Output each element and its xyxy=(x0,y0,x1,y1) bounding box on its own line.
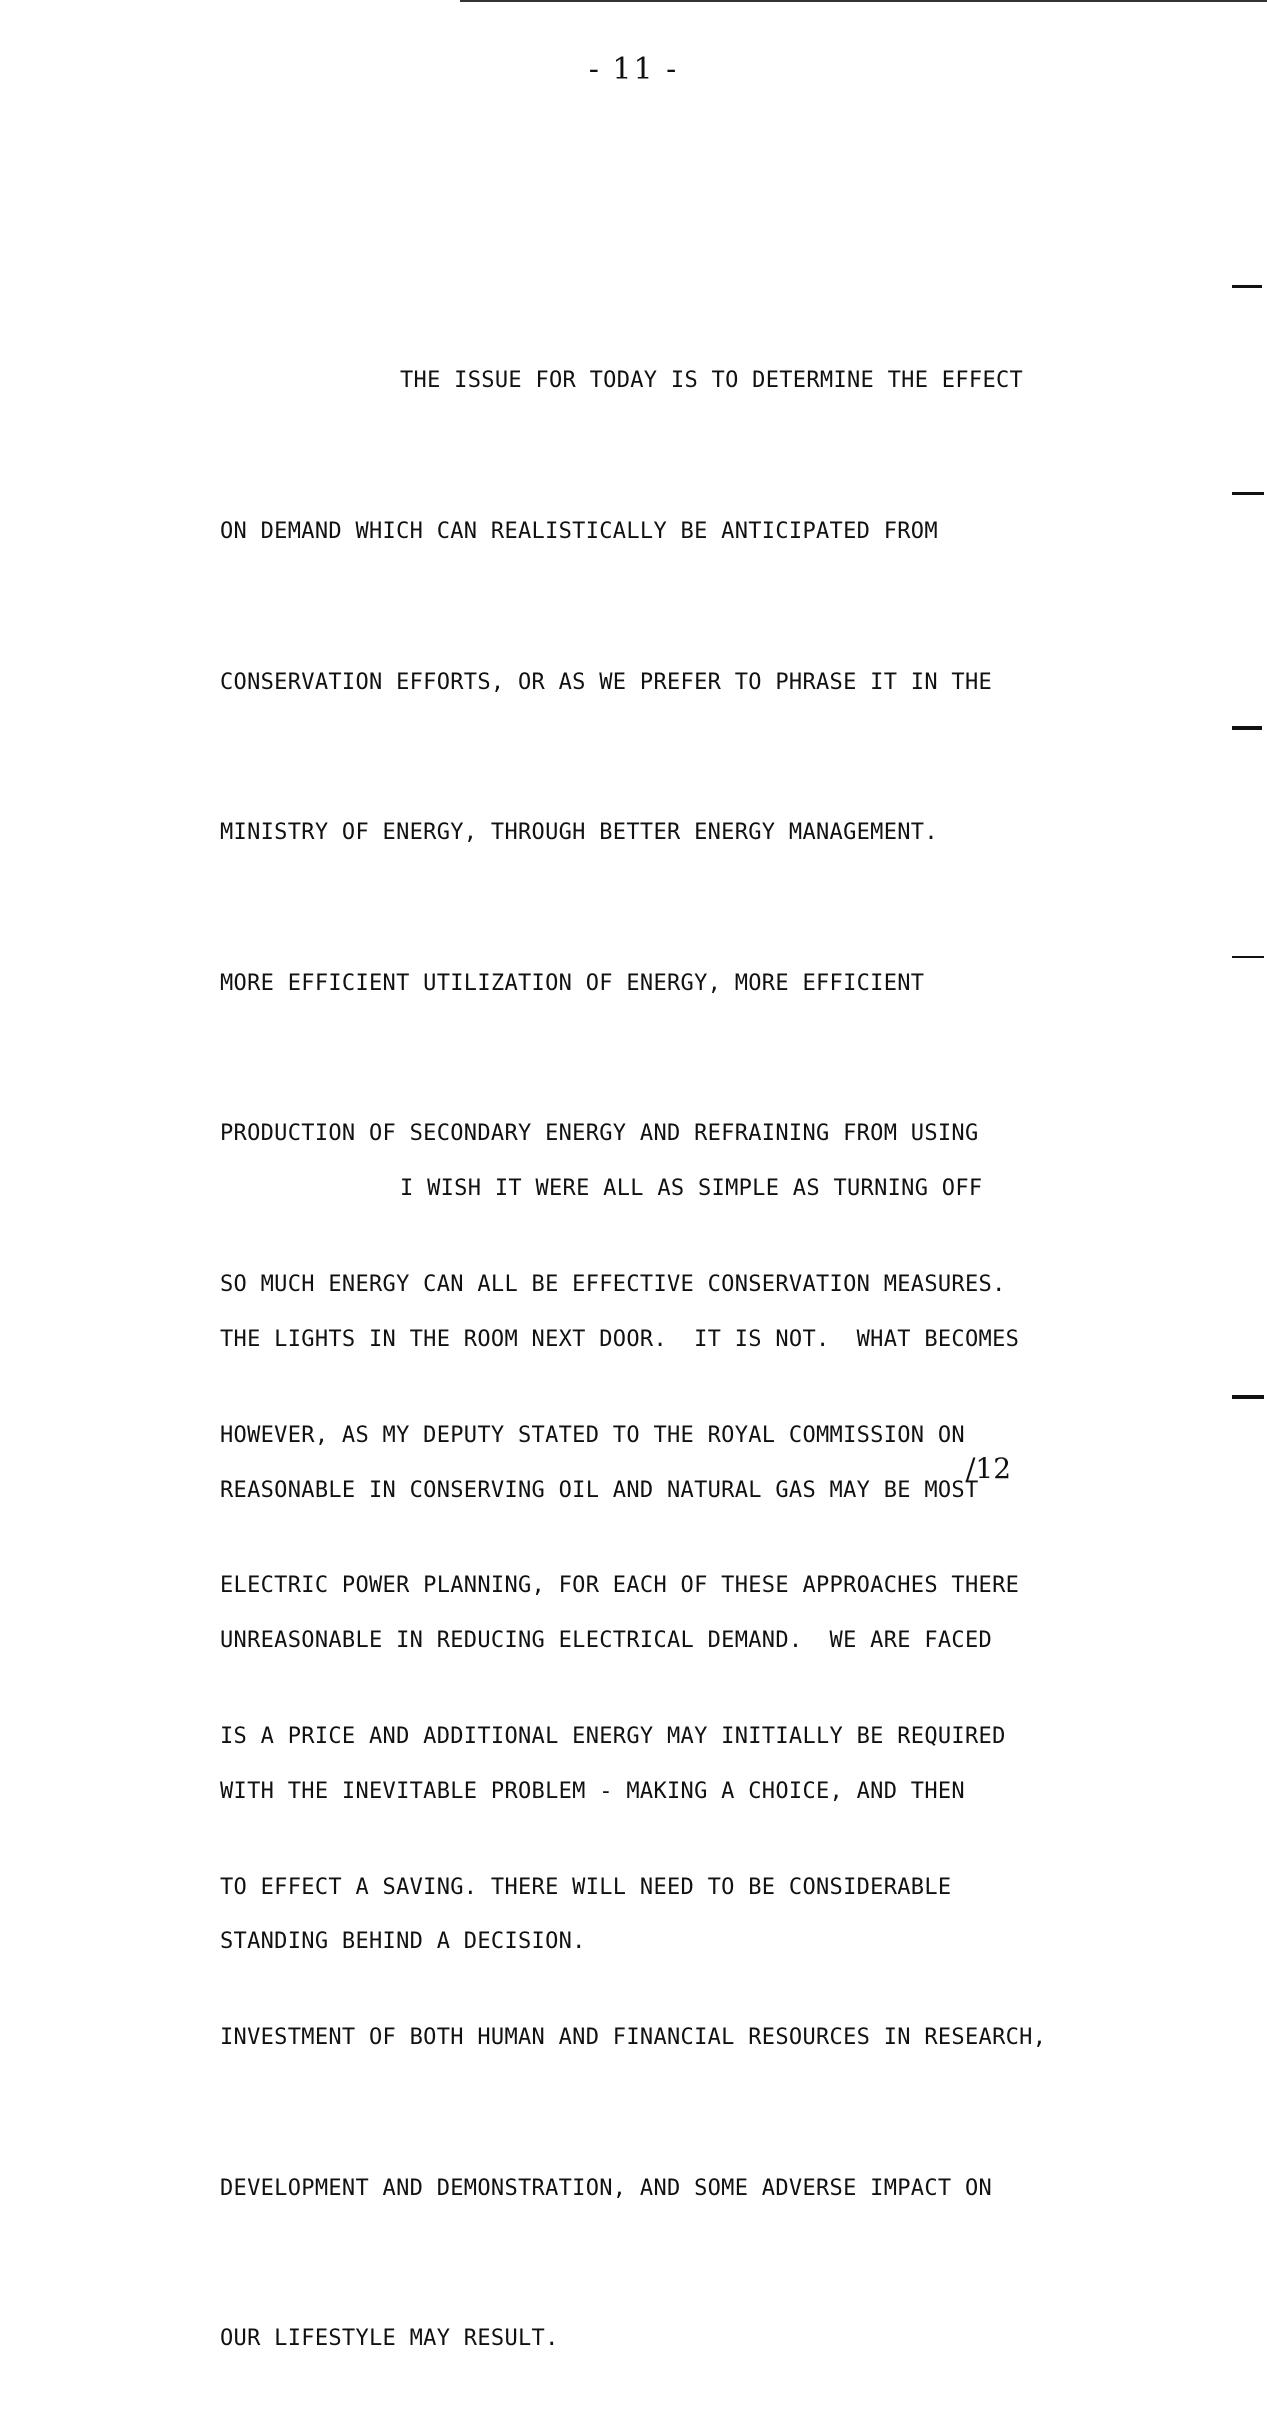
scan-edge-mark xyxy=(1232,492,1264,495)
text-line: WITH THE INEVITABLE PROBLEM - MAKING A CHOICE, AND THEN xyxy=(220,1778,965,1804)
text-line: DEVELOPMENT AND DEMONSTRATION, AND SOME ADVERSE IMPACT ON xyxy=(220,2175,993,2201)
text-line: OUR LIFESTYLE MAY RESULT. xyxy=(220,2326,559,2352)
text-line: I WISH IT WERE ALL AS SIMPLE AS TURNING OFF xyxy=(400,1176,983,1202)
text-line: ON DEMAND WHICH CAN REALISTICALLY BE ANTICIPATED FROM xyxy=(220,519,938,545)
text-line: PRODUCTION OF SECONDARY ENERGY AND REFRAINING FROM USING xyxy=(220,1121,979,1147)
text-line: THE ISSUE FOR TODAY IS TO DETERMINE THE EFFECT xyxy=(400,368,1024,394)
scan-edge-mark xyxy=(1232,1395,1264,1399)
text-line: REASONABLE IN CONSERVING OIL AND NATURAL GAS MAY BE MOST xyxy=(220,1477,979,1503)
text-line: CONSERVATION EFFORTS, OR AS WE PREFER TO PHRASE IT IN THE xyxy=(220,669,993,695)
top-border-rule xyxy=(460,0,1267,2)
text-line: SO MUCH ENERGY CAN ALL BE EFFECTIVE CONSERVATION MEASURES. xyxy=(220,1272,1006,1298)
text-line: IS A PRICE AND ADDITIONAL ENERGY MAY INITIALLY BE REQUIRED xyxy=(220,1723,1006,1749)
next-page-marker: /12 xyxy=(966,1452,1012,1485)
text-line: INVESTMENT OF BOTH HUMAN AND FINANCIAL RESOURCES IN RESEARCH, xyxy=(220,2025,1047,2051)
text-line: TO EFFECT A SAVING. THERE WILL NEED TO BE CONSIDERABLE xyxy=(220,1874,952,1900)
scan-edge-mark xyxy=(1232,956,1264,958)
text-line: MINISTRY OF ENERGY, THROUGH BETTER ENERGY MANAGEMENT. xyxy=(220,820,938,846)
page-number: - 11 - xyxy=(588,52,679,87)
text-line: ELECTRIC POWER PLANNING, FOR EACH OF THESE APPROACHES THERE xyxy=(220,1573,1020,1599)
text-line: STANDING BEHIND A DECISION. xyxy=(220,1929,586,1955)
scan-edge-mark xyxy=(1232,726,1262,730)
paragraph-simple-choice xyxy=(220,1064,1019,2018)
text-line: THE LIGHTS IN THE ROOM NEXT DOOR. IT IS NOT. WHAT BECOMES xyxy=(220,1327,1020,1353)
scan-edge-mark xyxy=(1232,285,1262,288)
text-line: HOWEVER, AS MY DEPUTY STATED TO THE ROYAL COMMISSION ON xyxy=(220,1422,965,1448)
text-line: UNREASONABLE IN REDUCING ELECTRICAL DEMAND. WE ARE FACED xyxy=(220,1628,993,1654)
text-line: MORE EFFICIENT UTILIZATION OF ENERGY, MORE EFFICIENT xyxy=(220,970,925,996)
